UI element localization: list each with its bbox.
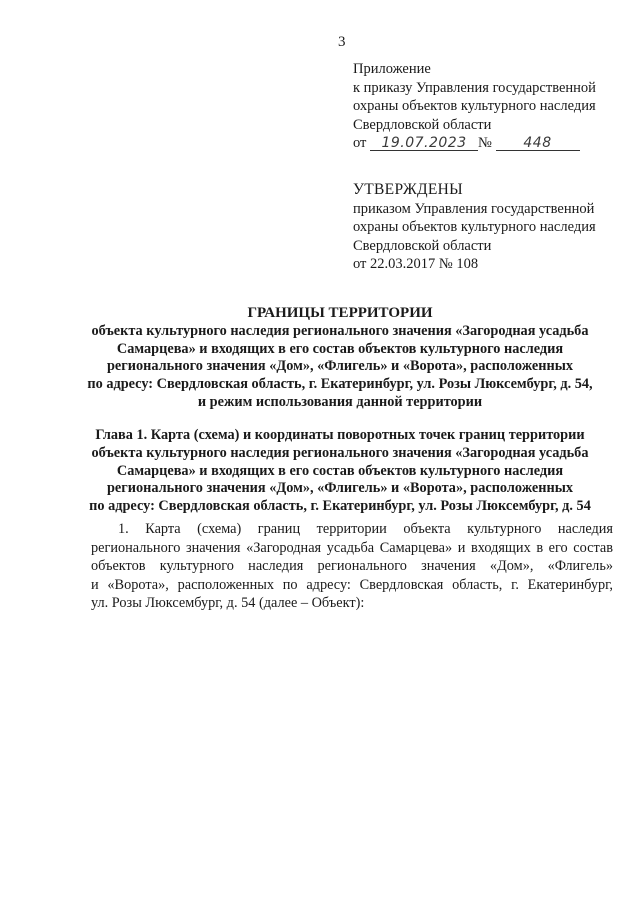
appendix-line: охраны объектов культурного наследия — [353, 98, 596, 114]
chapter-line: регионального значения «Дом», «Флигель» и «Ворота», расположенных — [106, 480, 574, 497]
handwritten-date: 19.07.2023 — [370, 136, 478, 151]
document-title — [60, 305, 620, 412]
title-line: регионального значения «Дом», «Флигель» и «Ворота», расположенных — [106, 358, 574, 375]
body-paragraph — [91, 520, 613, 613]
chapter-line: Глава 1. Карта (схема) и координаты поворотных точек границ территории — [95, 427, 585, 443]
title-line: по адресу: Свердловская область, г. Екатеринбург, ул. Розы Люксембург, д. 54, — [87, 376, 593, 393]
approved-line: приказом Управления государственной — [353, 200, 595, 217]
approved-line: Свердловской области — [353, 237, 492, 254]
handwritten-number: 448 — [496, 136, 580, 151]
chapter-line: по адресу: Свердловская область, г. Екатеринбург, ул. Розы Люксембург, д. 54 — [89, 498, 591, 515]
appendix-line: Свердловской области — [353, 116, 492, 133]
paragraph-line: и «Ворота», расположенных по адресу: Свердловская область, г. Екатеринбург, — [91, 576, 613, 593]
paragraph-line: регионального значения «Загородная усадьба Самарцева» и входящих в его состав — [91, 539, 613, 556]
title-main: ГРАНИЦЫ ТЕРРИТОРИИ — [247, 305, 433, 321]
number-prefix: № — [478, 135, 492, 151]
date-prefix: от — [353, 135, 367, 151]
title-line: объекта культурного наследия регионального значения «Загородная усадьба — [91, 322, 589, 339]
appendix-line: к приказу Управления государственной — [353, 79, 596, 96]
appendix-date-line — [353, 134, 596, 153]
approved-date: от 22.03.2017 № 108 — [353, 256, 479, 272]
page-number: 3 — [338, 34, 346, 50]
appendix-title: Приложение — [353, 61, 431, 77]
title-line: и режим использования данной территории — [197, 393, 483, 410]
chapter-line: Самарцева» и входящих в его состав объектов культурного наследия — [116, 462, 564, 479]
approved-heading: УТВЕРЖДЕНЫ — [353, 181, 463, 198]
approved-line: охраны объектов культурного наследия — [353, 219, 596, 235]
approved-header — [353, 181, 596, 274]
chapter-line: объекта культурного наследия регионального значения «Загородная усадьба — [91, 444, 589, 461]
appendix-header — [353, 60, 596, 153]
paragraph-line: ул. Розы Люксембург, д. 54 (далее – Объект): — [91, 595, 365, 611]
paragraph-line: объектов культурного наследия регионального значения «Дом», «Флигель» — [91, 558, 613, 574]
paragraph-line: 1. Карта (схема) границ территории объекта культурного наследия — [118, 521, 613, 537]
chapter-heading — [60, 427, 620, 516]
title-line: Самарцева» и входящих в его состав объектов культурного наследия — [116, 340, 564, 357]
